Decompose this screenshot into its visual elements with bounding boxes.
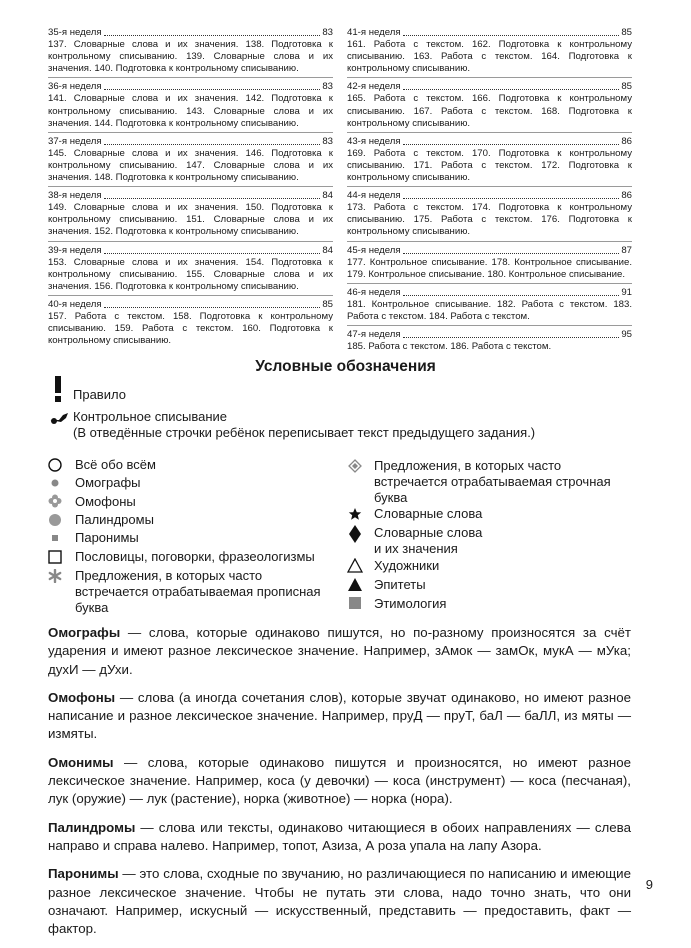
toc-left-column — [48, 27, 333, 352]
toc-week: 37-я неделя — [48, 135, 102, 147]
legend-item-lowercase-l2: встречается отрабатываемая строчная — [374, 474, 611, 489]
legend-item-lowercase-l3: буква — [374, 490, 408, 505]
toc-entry — [347, 81, 632, 132]
legend-item-palindromes: Палиндромы — [75, 512, 154, 527]
gray-dot-icon — [48, 476, 62, 490]
asterisk-icon — [48, 569, 62, 583]
diamond-outline-icon — [348, 459, 362, 473]
legend-control-note: (В отведённые строчки ребёнок переписывает текст предыдущего задания.) — [73, 425, 536, 440]
legend-rule-label: Правило — [73, 387, 126, 402]
definition-text: — слова, которые одинаково пишутся, но по-разному произносятся за счёт ударения и имеют разное лексическое значение. Например, зАмок — замОк, мукА — мУка; духИ — дУхи. — [48, 625, 631, 677]
triangle-filled-icon — [347, 577, 363, 592]
toc-week: 36-я неделя — [48, 81, 102, 93]
toc-text: 165. Работа с текстом. 166. Подготовка к контрольному списыванию. 167. Работа с текстом. 168. Подготовка к контрольному списыванию. — [347, 93, 632, 129]
toc-entry — [347, 287, 632, 326]
legend-item-dictionary-meaning-l1: Словарные слова — [374, 525, 483, 540]
toc-text: 161. Работа с текстом. 162. Подготовка к контрольному списыванию. 163. Работа с текстом. 164. Подготовка к контрольному списыванию. — [347, 39, 632, 75]
toc-entry — [347, 245, 632, 284]
legend-item-capital-l3: буква — [75, 600, 109, 615]
toc-week: 47-я неделя — [347, 329, 401, 341]
toc-week: 40-я неделя — [48, 298, 102, 310]
toc-text: 185. Работа с текстом. 186. Работа с текстом. — [347, 341, 552, 353]
legend-item-capital-l1: Предложения, в которых часто — [75, 568, 263, 583]
toc-week: 42-я неделя — [347, 81, 401, 93]
definition-homonyms — [48, 754, 631, 809]
legend-control-label: Контрольное списывание — [73, 409, 228, 424]
legend-item-capital-l2: встречается отрабатываемая прописная — [75, 584, 321, 599]
toc-text: 173. Работа с текстом. 174. Подготовка к контрольному списыванию. 175. Работа с текстом. 176. Подготовка к контрольному списыванию. — [347, 202, 632, 238]
toc-week: 38-я неделя — [48, 190, 102, 202]
toc-page: 84 — [322, 244, 333, 256]
definition-paronyms — [48, 865, 631, 938]
toc-right-column — [347, 27, 632, 358]
toc-page: 83 — [322, 27, 333, 38]
toc-page: 85 — [322, 298, 333, 310]
toc-page: 85 — [621, 27, 632, 38]
star-icon — [348, 507, 362, 521]
toc-entry — [48, 136, 333, 187]
legend-item-homographs: Омографы — [75, 475, 141, 490]
toc-entry — [48, 190, 333, 241]
legend-item-all-about-all: Всё обо всём — [75, 457, 156, 472]
toc-week: 46-я неделя — [347, 286, 401, 298]
toc-week: 45-я неделя — [347, 244, 401, 256]
legend-item-proverbs: Пословицы, поговорки, фразеологизмы — [75, 549, 315, 564]
definitions — [48, 624, 631, 948]
definition-homographs — [48, 624, 631, 679]
toc-entry — [347, 190, 632, 241]
toc-text: 137. Словарные слова и их значения. 138. Подготовка к контрольному списыванию. 139. Словарные слова и их значения. 140. Подготовка к контрольному списыванию. — [48, 39, 333, 75]
toc-text: 157. Работа с текстом. 158. Подготовка к контрольному списыванию. 159. Работа с текстом. 160. Подготовка к контрольному списыванию. — [48, 310, 333, 347]
toc-week: 44-я неделя — [347, 190, 401, 202]
toc-week: 43-я неделя — [347, 135, 401, 147]
toc-page: 85 — [621, 81, 632, 93]
flower-icon — [48, 494, 62, 508]
toc-entry — [48, 81, 333, 132]
pen-icon — [49, 410, 69, 426]
definition-term: Омонимы — [48, 754, 114, 770]
toc-page: 86 — [621, 135, 632, 147]
toc-entry — [48, 245, 333, 296]
page-number: 9 — [645, 877, 653, 892]
legend-item-lowercase-l1: Предложения, в которых часто — [374, 458, 562, 473]
toc-page: 86 — [621, 190, 632, 202]
toc-text: 149. Словарные слова и их значения. 150. Подготовка к контрольному списыванию. 151. Словарные слова и их значения. 152. Подготовка к контрольному списыванию. — [48, 202, 333, 238]
toc-text: 141. Словарные слова и их значения. 142. Подготовка к контрольному списыванию. 143. Словарные слова и их значения. 144. Подготовка к контрольному списыванию. — [48, 93, 333, 129]
toc-entry — [347, 27, 632, 78]
triangle-outline-icon — [347, 558, 363, 573]
legend-item-paronyms: Паронимы — [75, 530, 139, 545]
toc-text: 181. Контрольное списывание. 182. Работа с текстом. 183. Работа с текстом. 184. Работа с текстом. — [347, 298, 632, 322]
gray-square-icon — [348, 596, 362, 610]
toc-text: 145. Словарные слова и их значения. 146. Подготовка к контрольному списыванию. 147. Словарные слова и их значения. 148. Подготовка к контрольному списыванию. — [48, 147, 333, 184]
toc-week: 35-я неделя — [48, 27, 102, 38]
gray-circle-icon — [48, 513, 62, 527]
legend-title: Условные обозначения — [255, 358, 436, 375]
toc-page: 84 — [322, 190, 333, 202]
legend-item-artists: Художники — [374, 558, 440, 573]
toc-text: 169. Работа с текстом. 170. Подготовка к контрольному списыванию. 171. Работа с текстом. 172. Подготовка к контрольному списыванию. — [347, 147, 632, 184]
toc-page: 83 — [322, 135, 333, 147]
legend-item-dictionary-meaning-l2: и их значения — [374, 541, 458, 556]
toc-entry — [48, 299, 333, 349]
toc-week: 39-я неделя — [48, 244, 102, 256]
definition-term: Паронимы — [48, 866, 119, 882]
exclamation-icon — [50, 376, 66, 402]
definition-term: Омографы — [48, 625, 121, 640]
definition-term: Омофоны — [48, 689, 116, 705]
definition-homophones — [48, 689, 631, 744]
definition-text: — слова, которые одинаково пишутся и произносятся, но имеют разное лексическое значение. Например, коса (у девочки) — коса (инструмент) — коса (песчаная), лук (оружие) — лук (растение), норка (животное) — норка (нора). — [48, 754, 631, 807]
toc-page: 91 — [621, 286, 632, 298]
definition-text: — слова или тексты, одинаково читающиеся в обоих направлениях — слева направо и справа налево. Например, топот, Азиза, А роза упала на лапу Азора. — [48, 819, 631, 853]
small-square-icon — [48, 531, 62, 545]
toc-page: 87 — [621, 244, 632, 256]
legend-item-etymology: Этимология — [374, 596, 447, 611]
definition-text: — слова (а иногда сочетания слов), которые звучат одинаково, но имеют разное написание и разное лексическое значение. Например, пруД — пруТ, баЛ — баЛЛ, из мяты — измяты. — [48, 689, 631, 742]
definition-term: Палиндромы — [48, 819, 136, 835]
definition-palindromes — [48, 819, 631, 856]
legend-item-homophones: Омофоны — [75, 494, 136, 509]
toc-page: 95 — [621, 329, 632, 341]
legend-item-epithets: Эпитеты — [374, 577, 426, 592]
toc-text: 153. Словарные слова и их значения. 154. Подготовка к контрольному списыванию. 155. Словарные слова и их значения. 156. Подготовка к контрольному списыванию. — [48, 256, 333, 292]
diamond-filled-icon — [348, 525, 362, 543]
definition-text: — это слова, сходные по звучанию, но различающиеся по написанию и имеющие разное лексическое значение. Чтобы не путать эти слова, надо точно знать, что они означают. Например, искусный — искусственный, представить — предоставить, факт — фактор. — [48, 866, 631, 937]
toc-page: 83 — [322, 81, 333, 93]
toc-entry — [347, 329, 632, 355]
circle-outline-icon — [48, 458, 62, 472]
legend-item-dictionary-words: Словарные слова — [374, 506, 483, 521]
square-outline-icon — [48, 550, 62, 564]
toc-week: 41-я неделя — [347, 27, 401, 38]
toc-text: 177. Контрольное списывание. 178. Контрольное списывание. 179. Контрольное списывание. 180. Контрольное списывание. — [347, 256, 632, 280]
toc-entry — [48, 27, 333, 78]
toc-entry — [347, 136, 632, 187]
